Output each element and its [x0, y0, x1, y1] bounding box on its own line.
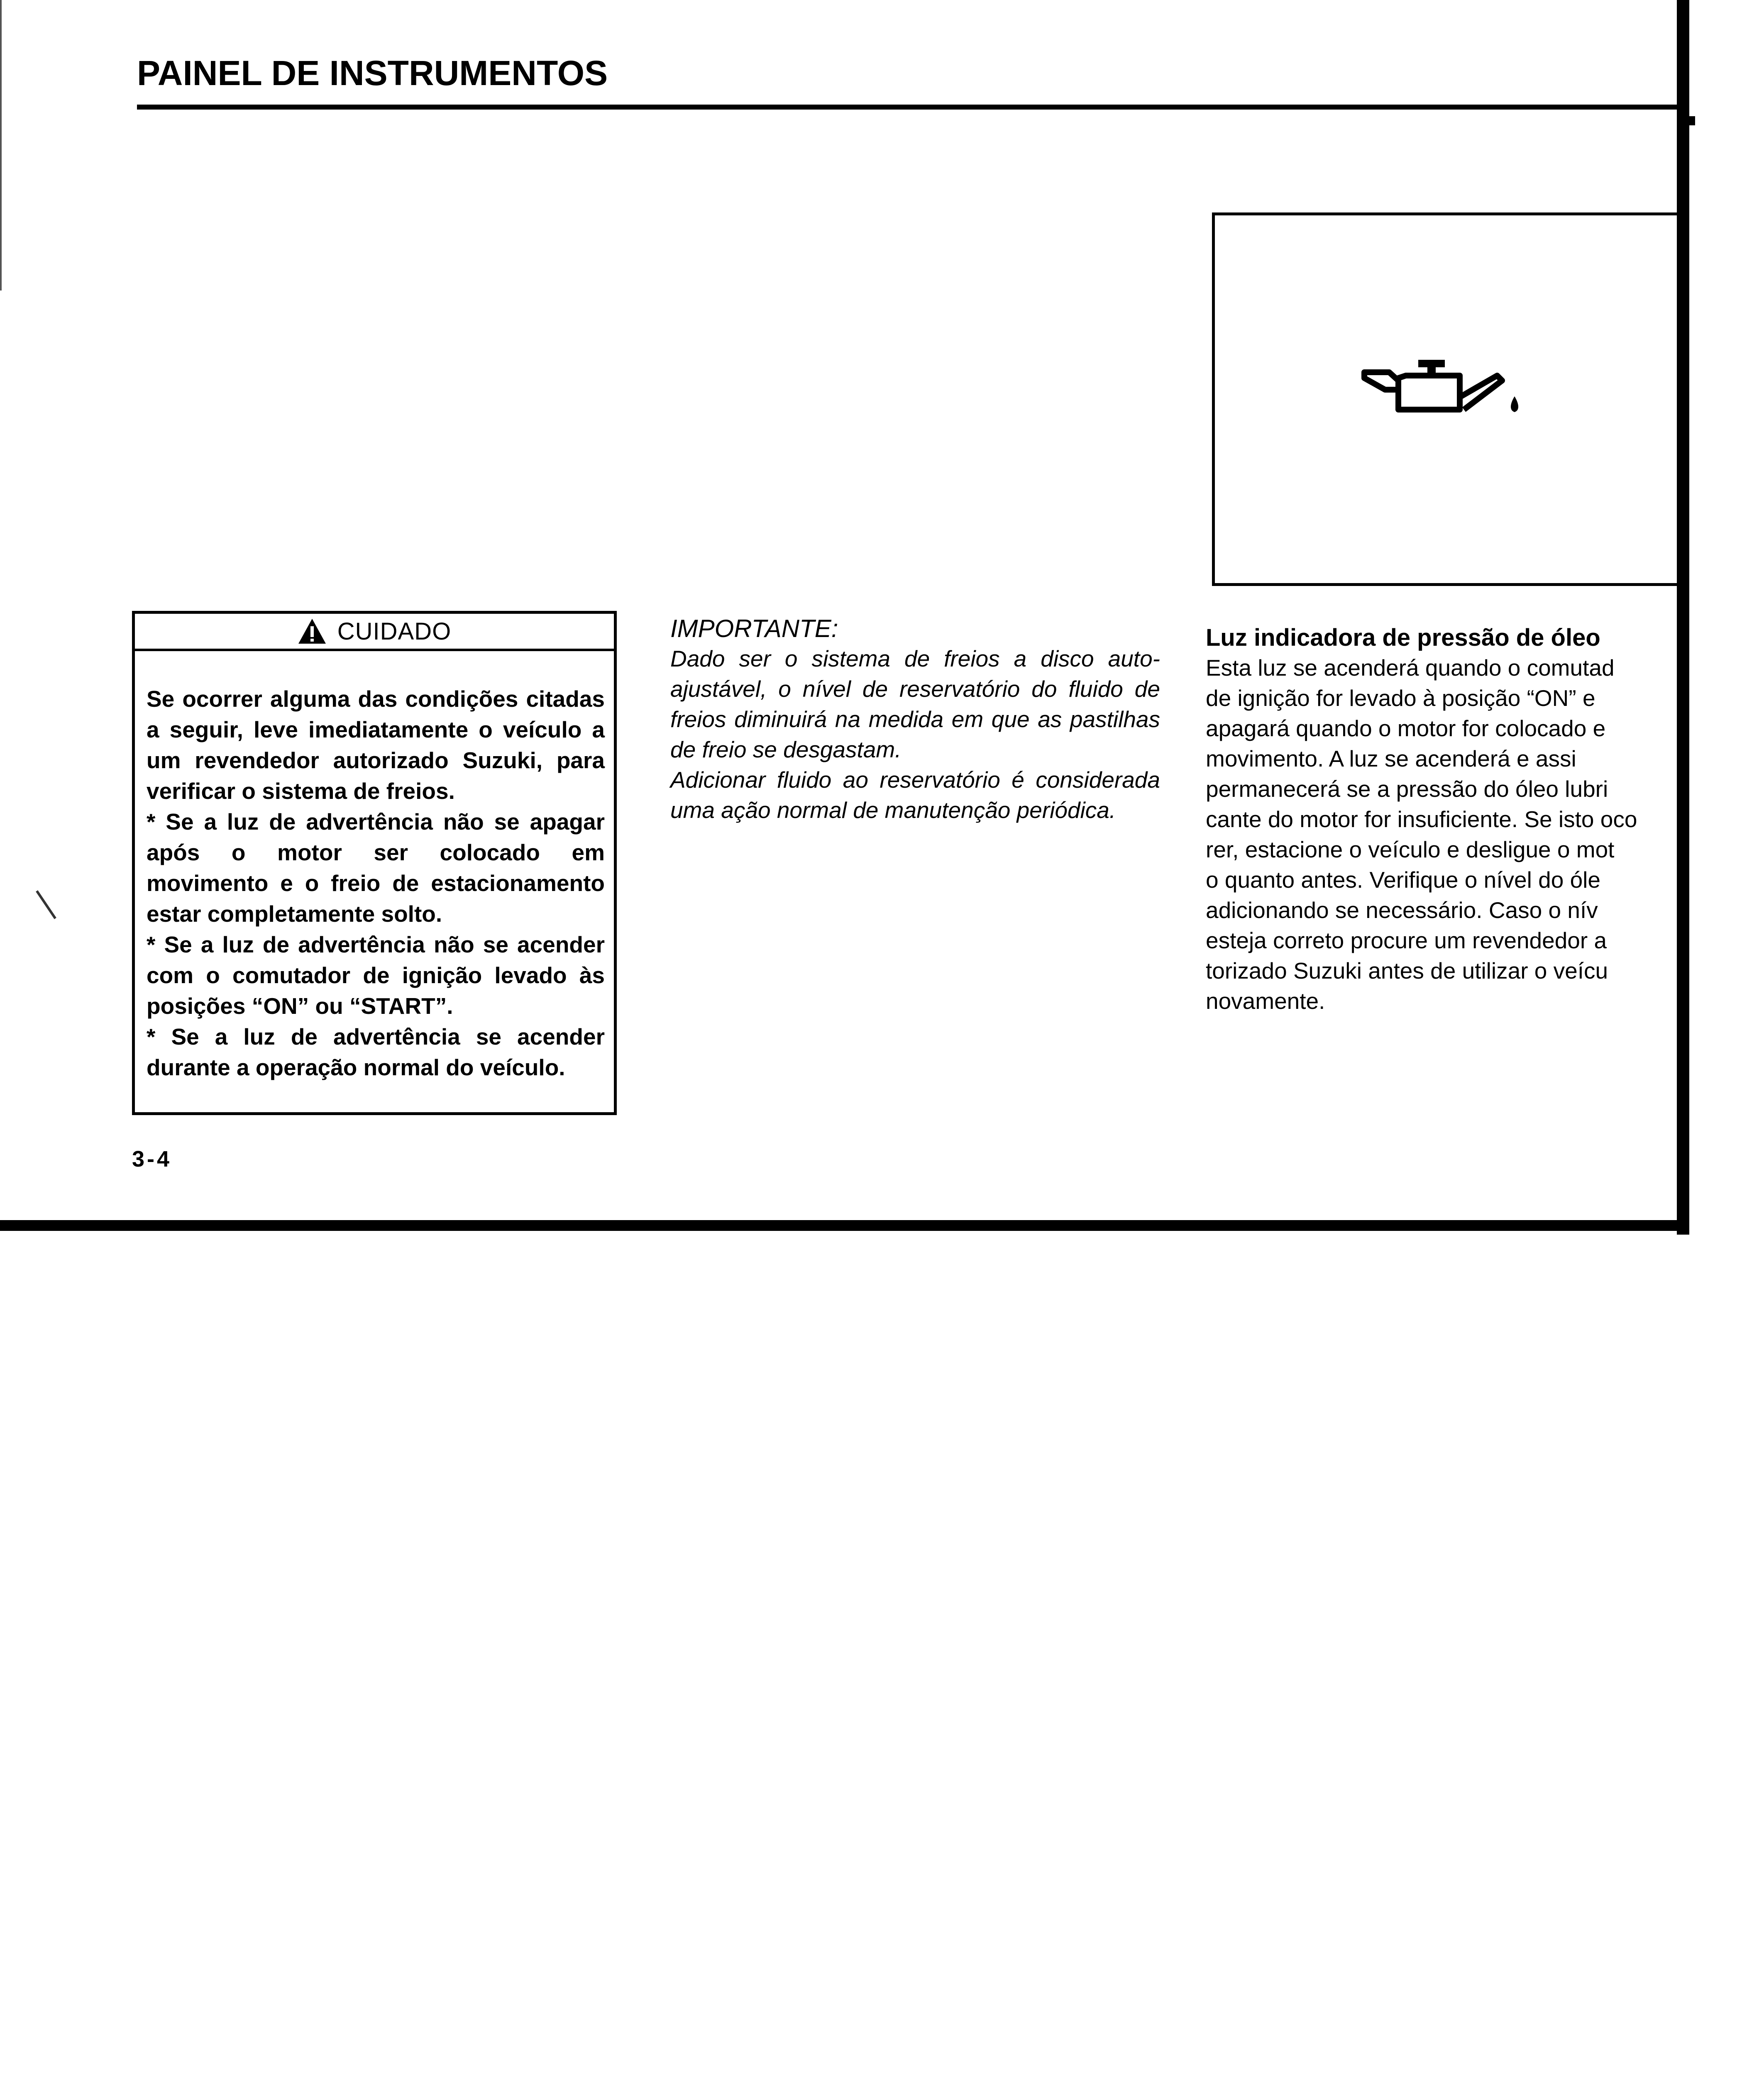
oil-pressure-line: adicionando se necessário. Caso o nív — [1206, 897, 1598, 923]
oil-pressure-line: Esta luz se acenderá quando o comutad — [1206, 655, 1615, 681]
caution-bullet: * Se a luz de advertência não se acender com o comutador de ignição levado às posições “ON” ou “START”. — [147, 932, 605, 1019]
oil-pressure-line: de ignição for levado à posição “ON” e — [1206, 685, 1595, 711]
page-title: PAINEL DE INSTRUMENTOS — [137, 54, 608, 93]
page-edge-notch — [1689, 116, 1695, 125]
oil-pressure-heading: Luz indicadora de pressão de óleo — [1206, 624, 1600, 651]
caution-header — [135, 614, 614, 651]
header-rule — [137, 105, 1689, 110]
oil-pressure-line: rer, estacione o veículo e desligue o mot — [1206, 837, 1615, 862]
caution-bullet: * Se a luz de advertência se acender durante a operação normal do veículo. — [147, 1024, 605, 1080]
page-number: 3-4 — [132, 1147, 172, 1172]
oil-pressure-line: cante do motor for insuficiente. Se isto oco — [1206, 806, 1637, 832]
page-edge-bar — [1677, 0, 1689, 1235]
oil-warning-illustration — [1212, 212, 1677, 586]
caution-box — [132, 611, 617, 1115]
oil-pressure-line: novamente. — [1206, 988, 1325, 1014]
caution-body — [135, 651, 614, 1083]
important-paragraph: Adicionar fluido ao reservatório é considerada uma ação normal de manutenção periódica. — [670, 767, 1160, 823]
oil-pressure-line: apagará quando o motor for colocado e — [1206, 715, 1606, 741]
oil-pressure-line: permanecerá se a pressão do óleo lubri — [1206, 776, 1608, 802]
caution-title: CUIDADO — [337, 618, 452, 645]
oil-pressure-section — [1206, 622, 1677, 1038]
oil-pressure-line: torizado Suzuki antes de utilizar o veícu — [1206, 958, 1608, 984]
oil-pressure-line: o quanto antes. Verifique o nível do óle — [1206, 867, 1600, 893]
important-paragraph: Dado ser o sistema de freios a disco auto-ajustável, o nível de reservatório do fluido de freios diminuirá na medida em que as pastilhas de freio se desgastam. — [670, 646, 1160, 762]
caution-paragraph: Se ocorrer alguma das condições citadas a seguir, leve imediatamente o veículo a um revendedor autorizado Suzuki, para verificar o sistema de freios. — [147, 686, 605, 804]
important-note — [670, 613, 1160, 825]
oil-pressure-line: esteja correto procure um revendedor a — [1206, 928, 1607, 953]
scan-left-edge — [0, 0, 2, 290]
bottom-rule — [0, 1220, 1689, 1231]
warning-triangle-icon — [298, 618, 327, 644]
important-label: IMPORTANTE: — [670, 615, 838, 642]
caution-bullet: * Se a luz de advertência não se apagar após o motor ser colocado em movimento e o freio de estacionamento estar completamente solto. — [147, 809, 605, 927]
oil-can-icon — [1360, 356, 1526, 431]
oil-pressure-line: movimento. A luz se acenderá e assi — [1206, 746, 1576, 771]
